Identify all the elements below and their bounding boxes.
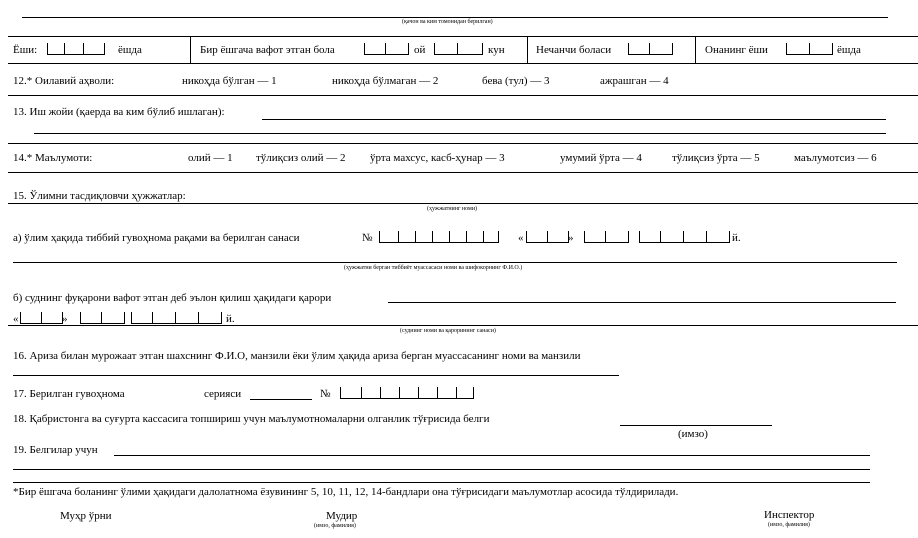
divider xyxy=(8,36,918,37)
head-caption: (имзо, фамилия) xyxy=(314,523,356,529)
issued-number-input[interactable] xyxy=(340,387,474,399)
documents-line xyxy=(8,203,918,204)
marital-option-2[interactable]: никоҳда бўлмаган — 2 xyxy=(332,75,439,87)
certificate-year-input[interactable] xyxy=(639,231,730,243)
mother-age-input[interactable] xyxy=(786,43,833,55)
issued-certificate-label: 17. Берилган гувоҳнома xyxy=(13,388,125,400)
education-option-1[interactable]: олий — 1 xyxy=(188,152,233,164)
series-input[interactable] xyxy=(250,399,312,400)
workplace-label: 13. Иш жойи (қаерда ва ким бўлиб ишлаган): xyxy=(13,106,225,118)
issuer-caption: (қачон ва ким томонидан берилган) xyxy=(402,19,493,25)
signature-line[interactable] xyxy=(620,425,772,426)
infant-label: Бир ёшгача вафот этган бола xyxy=(200,44,335,56)
child-number-label: Нечанчи боласи xyxy=(536,44,612,56)
head-label: Мудир xyxy=(326,510,358,522)
quote-open: « xyxy=(518,232,524,244)
court-quote-close: » xyxy=(62,313,68,325)
issuer-line[interactable] xyxy=(22,17,888,18)
court-day-input[interactable] xyxy=(20,312,63,324)
issued-number-sign: № xyxy=(320,388,331,400)
divider xyxy=(8,325,918,326)
certificate-number-sign: № xyxy=(362,232,373,244)
education-option-5[interactable]: тўлиқсиз ўрта — 5 xyxy=(672,152,760,164)
age-label: Ёши: xyxy=(13,44,38,56)
series-label: серияси xyxy=(204,388,242,400)
certificate-month-input[interactable] xyxy=(584,231,629,243)
divider xyxy=(8,95,918,96)
marital-option-1[interactable]: никоҳда бўлган — 1 xyxy=(182,75,277,87)
education-option-4[interactable]: умумий ўрта — 4 xyxy=(560,152,642,164)
infant-days-input[interactable] xyxy=(434,43,483,55)
cemetery-note-label: 18. Қабристонга ва суғурта кассасига топшириш учун маълумотномаларни олганлик тўғрисида белги xyxy=(13,413,490,425)
divider xyxy=(527,36,528,63)
court-quote-open: « xyxy=(13,313,19,325)
applicant-label: 16. Ариза билан мурожаат этган шахснинг Ф.И.О, манзили ёки ўлим ҳақида ариза берган муассасанинг номи ва манзили xyxy=(13,350,581,362)
education-option-3[interactable]: ўрта махсус, касб-ҳунар — 3 xyxy=(370,152,505,164)
documents-caption: (ҳужжатнинг номи) xyxy=(427,206,478,212)
education-label: 14.* Маълумоти: xyxy=(13,152,93,164)
education-option-6[interactable]: маълумотсиз — 6 xyxy=(794,152,877,164)
court-decision-label: б) суднинг фуқарони вафот этган деб эълон қилиш ҳақидаги қарори xyxy=(13,292,332,304)
medical-institution-caption: (ҳужжатни берган тиббиёт муассасаси номи ва шифокорнинг Ф.И.О.) xyxy=(344,265,523,271)
applicant-line[interactable] xyxy=(13,375,619,376)
divider xyxy=(695,36,696,63)
seal-place: Муҳр ўрни xyxy=(60,510,112,522)
medical-institution-line[interactable] xyxy=(13,262,897,263)
signature-caption: (имзо) xyxy=(678,428,708,440)
education-option-2[interactable]: тўлиқсиз олий — 2 xyxy=(256,152,346,164)
marital-status-label: 12.* Оилавий аҳволи: xyxy=(13,75,115,87)
inspector-caption: (имзо, фамилия) xyxy=(768,522,810,528)
court-year-suffix: й. xyxy=(226,313,235,325)
workplace-line-2[interactable] xyxy=(34,133,886,134)
remarks-line-2[interactable] xyxy=(13,469,870,470)
day-unit: кун xyxy=(488,44,505,56)
marital-option-3[interactable]: бева (тул) — 3 xyxy=(482,75,550,87)
year-suffix: й. xyxy=(732,232,741,244)
remarks-line-1[interactable] xyxy=(114,455,870,456)
quote-close: » xyxy=(568,232,574,244)
court-year-input[interactable] xyxy=(131,312,222,324)
marital-option-4[interactable]: ажрашган — 4 xyxy=(600,75,669,87)
footnote: *Бир ёшгача боланинг ўлими ҳақидаги далолатнома ёзувининг 5, 10, 11, 12, 14-бандлари она тўғрисидаги маълумотлар асосида тўлдирилади. xyxy=(13,486,679,498)
remarks-line-3[interactable] xyxy=(13,482,870,483)
child-number-input[interactable] xyxy=(628,43,673,55)
inspector-label: Инспектор xyxy=(764,509,815,521)
remarks-label: 19. Белгилар учун xyxy=(13,444,98,456)
certificate-number-input[interactable] xyxy=(379,231,499,243)
certificate-day-input[interactable] xyxy=(526,231,569,243)
divider xyxy=(8,172,918,173)
mother-age-unit: ёшда xyxy=(837,44,861,56)
certificate-label: а) ўлим ҳақида тиббий гувоҳнома рақами ва берилган санаси xyxy=(13,232,300,244)
divider xyxy=(8,63,918,64)
divider xyxy=(190,36,191,63)
workplace-line-1[interactable] xyxy=(262,119,886,120)
infant-months-input[interactable] xyxy=(364,43,409,55)
court-month-input[interactable] xyxy=(80,312,125,324)
month-unit: ой xyxy=(414,44,426,56)
documents-label: 15. Ўлимни тасдиқловчи ҳужжатлар: xyxy=(13,190,186,202)
age-input[interactable] xyxy=(47,43,105,55)
court-decision-line[interactable] xyxy=(388,302,896,303)
court-caption: (суднинг номи ва қарорининг санаси) xyxy=(400,328,496,334)
age-unit: ёшда xyxy=(118,44,142,56)
mother-age-label: Онанинг ёши xyxy=(705,44,768,56)
divider xyxy=(8,143,918,144)
